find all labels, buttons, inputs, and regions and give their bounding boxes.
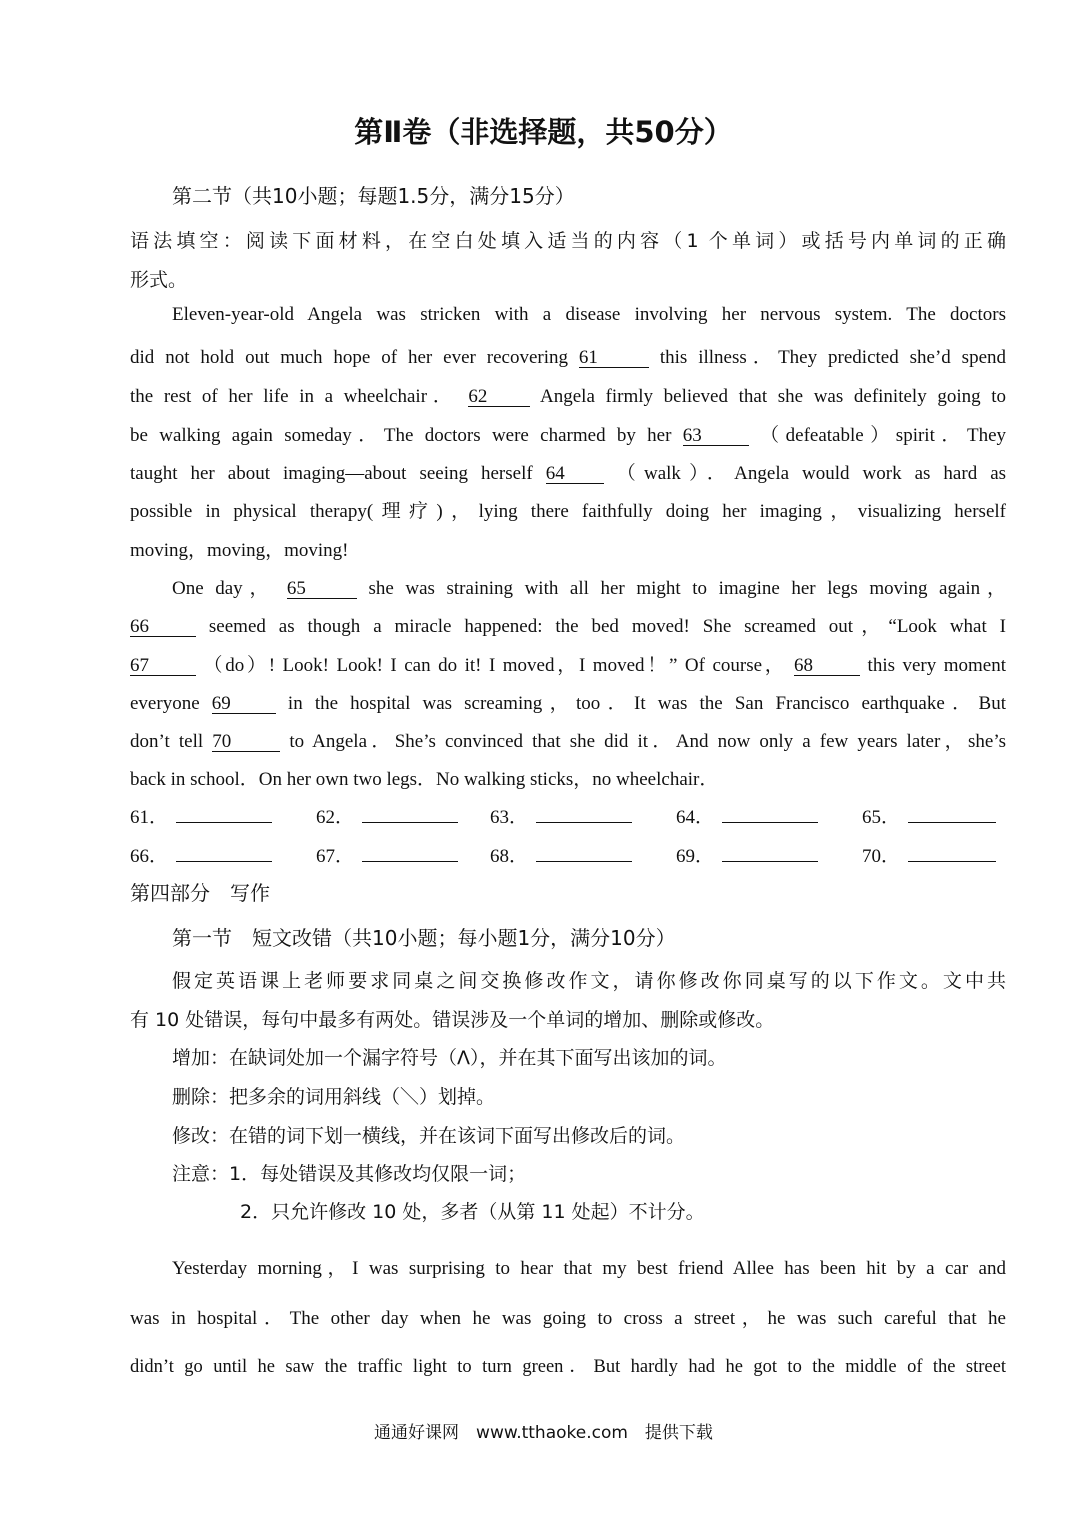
answer-70[interactable] [862,841,996,868]
rule-delete: 删除：把多余的词用斜线（＼）划掉。 [172,1086,496,1108]
passage-text: this illness．They predicted she’d spend [659,347,1007,368]
blank-63[interactable]: 63 [683,426,749,446]
passage-text: be walking again someday．The doctors were charmed by her [130,425,672,446]
answer-63[interactable] [490,802,632,829]
answer-line[interactable] [362,804,458,823]
section1-instruction-line2: 有 10 处错误，每句中最多有两处。错误涉及一个单词的增加、删除或修改。 [130,1009,775,1031]
note-1: 注意：1．每处错误及其修改均仅限一词； [172,1163,527,1185]
passage-text: One day， [172,578,276,599]
answer-line[interactable] [722,843,818,862]
answer-label: 64． [676,807,715,828]
section2-header: 第二节（共10小题；每题1.5分，满分15分） [172,184,575,208]
answer-65[interactable] [862,802,996,829]
note-2: 2．只允许修改 10 处，多者（从第 11 处起）不计分。 [240,1201,705,1223]
blank-70[interactable]: 70 [212,732,280,752]
section2-instruction-line1: 语法填空：阅读下面材料，在空白处填入适当的内容（1 个单词）或括号内单词的正确 [130,230,1006,252]
answer-68[interactable] [490,841,632,868]
essay-line-3: didn’t go until he saw the traffic light to turn green．But hardly had he got to the middle of the street [130,1357,1006,1377]
answer-66[interactable] [130,841,272,868]
passage-text: Angela firmly believed that she was definitely going to [540,386,1007,407]
passage-text: the rest of her life in a wheelchair． [130,386,458,407]
passage-text: （walk）．Angela would work as hard as [616,463,1007,484]
answer-line[interactable] [722,804,818,823]
passage-line-9 [130,611,1006,638]
blank-69[interactable]: 69 [212,694,276,714]
blank-61[interactable]: 61 [579,348,649,368]
passage-text: don’t tell [130,731,204,752]
answer-label: 70． [862,846,901,867]
essay-line-2: was in hospital．The other day when he was going to cross a street，he was such careful that he [130,1308,1006,1329]
passage-text: to Angela．She’s convinced that she did it．And now only a few years later，she’s [289,731,1006,752]
answer-line[interactable] [176,843,272,862]
passage-line-13: back in school．On her own two legs．No walking sticks，no wheelchair． [130,769,719,790]
passage-text: she was straining with all her might to imagine her legs moving again， [368,578,1006,599]
answer-line[interactable] [176,804,272,823]
passage-line-2 [130,342,1006,369]
passage-line-6: possible in physical therapy(理疗)，lying there faithfully doing her imaging，visualizing herself [130,501,1006,522]
blank-64[interactable]: 64 [546,464,604,484]
passage-line-8 [172,573,1006,600]
answer-label: 62． [316,807,355,828]
passage-line-7: moving，moving，moving! [130,540,349,561]
passage-line-5 [130,458,1006,485]
essay-line-1: Yesterday morning，I was surprising to hear that my best friend Allee has been hit by a car and [172,1258,1006,1279]
blank-65[interactable]: 65 [287,579,357,599]
answer-label: 67． [316,846,355,867]
passage-text: did not hold out much hope of her ever recovering [130,347,568,368]
passage-text: （do）! Look! Look! I can do it! I moved，I moved！” Of course， [203,655,787,676]
passage-text: （defeatable）spirit．They [760,425,1007,446]
passage-text: everyone [130,693,200,714]
answer-line[interactable] [908,843,996,862]
passage-text: taught her about imaging—about seeing herself [130,463,533,484]
answer-line[interactable] [908,804,996,823]
rule-add: 增加：在缺词处加一个漏字符号（Λ），并在其下面写出该加的词。 [172,1047,727,1069]
passage-line-3 [130,381,1006,408]
passage-line-12 [130,726,1006,753]
answer-line[interactable] [362,843,458,862]
blank-68[interactable]: 68 [794,656,860,676]
passage-line-1: Eleven-year-old Angela was stricken with a disease involving her nervous system. The doctors [172,304,1006,325]
answer-69[interactable] [676,841,818,868]
page-footer: 通通好课网 www.tthaoke.com 提供下载 [374,1423,713,1443]
answer-label: 69． [676,846,715,867]
part4-header: 第四部分 写作 [130,881,270,905]
answer-label: 66． [130,846,169,867]
section1-instruction-line1: 假定英语课上老师要求同桌之间交换修改作文，请你修改你同桌写的以下作文。文中共 [172,970,1006,992]
answer-67[interactable] [316,841,458,868]
answer-label: 63． [490,807,529,828]
answer-62[interactable] [316,802,458,829]
page-title: 第Ⅱ卷（非选择题，共50分） [354,115,733,149]
section1-header: 第一节 短文改错（共10小题；每小题1分，满分10分） [172,926,676,950]
answer-61[interactable] [130,802,272,829]
passage-text: this very moment [867,655,1007,676]
passage-text: in the hospital was screaming，too．It was the San Francisco earthquake．But [287,693,1007,714]
passage-line-4 [130,420,1006,447]
answer-64[interactable] [676,802,818,829]
answer-line[interactable] [536,804,632,823]
answer-label: 65． [862,807,901,828]
passage-line-10 [130,650,1006,677]
blank-66[interactable]: 66 [130,617,196,637]
rule-modify: 修改：在错的词下划一横线，并在该词下面写出修改后的词。 [172,1125,686,1147]
answer-line[interactable] [536,843,632,862]
answer-label: 61． [130,807,169,828]
passage-text: seemed as though a miracle happened: the bed moved! She screamed out，“Look what I [208,616,1006,637]
blank-62[interactable]: 62 [468,387,530,407]
section2-instruction-line2: 形式。 [130,269,188,291]
passage-line-11 [130,688,1006,715]
blank-67[interactable]: 67 [130,656,196,676]
answer-label: 68． [490,846,529,867]
